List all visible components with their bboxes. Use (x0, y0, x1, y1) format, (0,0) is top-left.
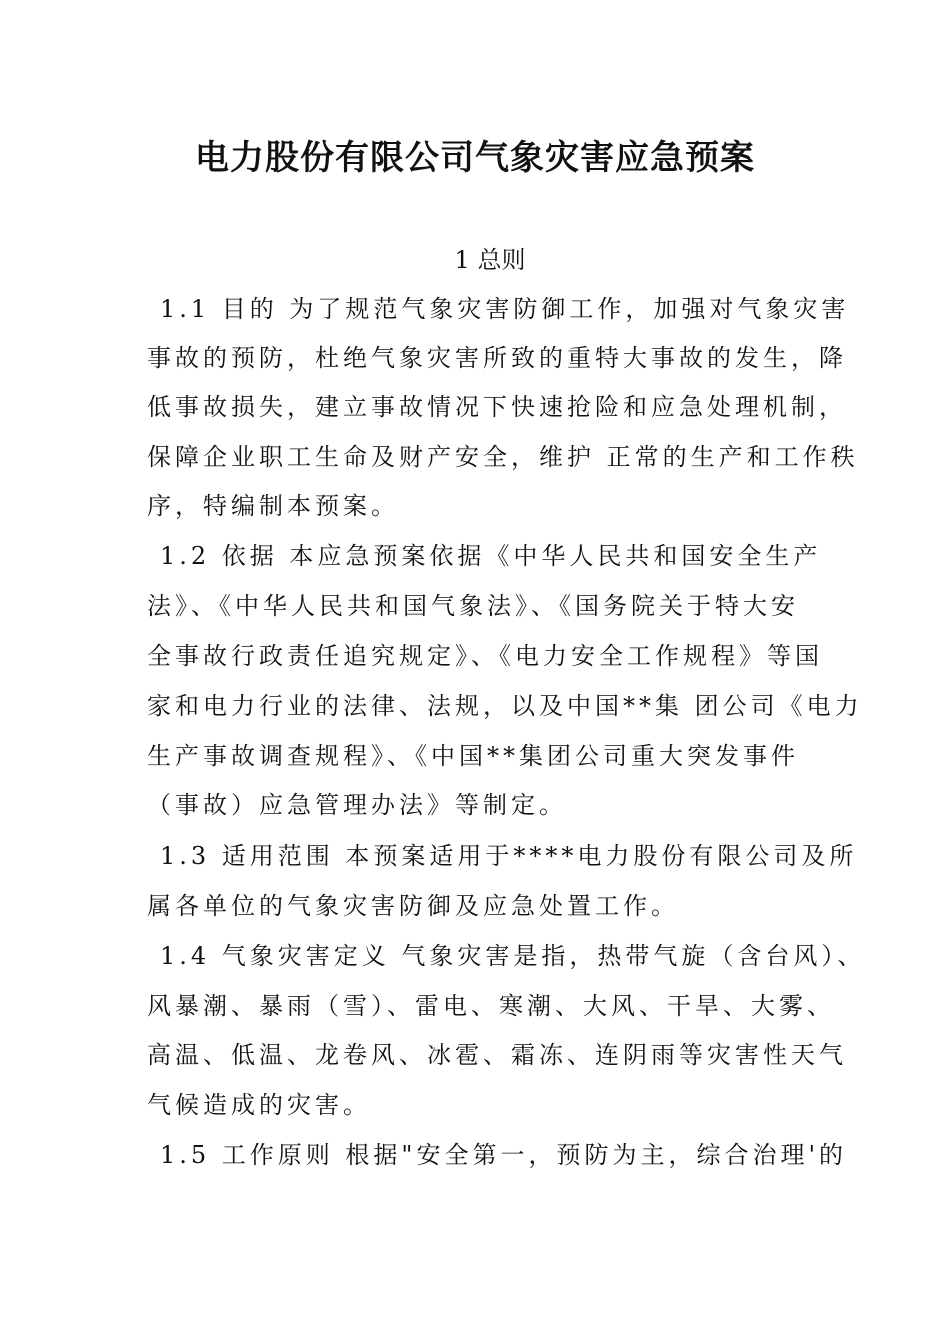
paragraph-line: 1.2 依据 本应急预案依据《中华人民共和国安全生产 (160, 542, 822, 570)
paragraph-line: 1.1 目的 为了规范气象灾害防御工作，加强对气象灾害 (160, 295, 850, 323)
document-title: 电力股份有限公司气象灾害应急预案 (195, 138, 755, 178)
section-heading: 1 总则 (454, 246, 526, 274)
paragraph-line: 风暴潮、暴雨（雪）、雷电、寒潮、大风、干旱、大雾、 (147, 992, 835, 1020)
paragraph-line: 高温、低温、龙卷风、冰雹、霜冻、连阴雨等灾害性天气 (147, 1041, 847, 1069)
paragraph-line: 生产事故调查规程》、《中国**集团公司重大突发事件 (147, 742, 799, 770)
paragraph-line: 低事故损失，建立事故情况下快速抢险和应急处理机制， (147, 393, 847, 421)
paragraph-line: 气候造成的灾害。 (147, 1091, 371, 1119)
paragraph-line: 家和电力行业的法律、法规，以及中国**集 团公司《电力 (147, 692, 863, 720)
paragraph-line: 1.5 工作原则 根据"安全第一，预防为主，综合治理'的 (160, 1141, 848, 1169)
paragraph-line: 全事故行政责任追究规定》、《电力安全工作规程》等国 (147, 642, 823, 670)
paragraph-line: 1.3 适用范围 本预案适用于****电力股份有限公司及所 (160, 842, 858, 870)
paragraph-line: 属各单位的气象灾害防御及应急处置工作。 (147, 892, 679, 920)
paragraph-line: 1.4 气象灾害定义 气象灾害是指，热带气旋（含台风）、 (160, 942, 866, 970)
paragraph-line: （事故）应急管理办法》等制定。 (147, 791, 567, 819)
paragraph-line: 事故的预防，杜绝气象灾害所致的重特大事故的发生，降 (147, 344, 847, 372)
paragraph-line: 序，特编制本预案。 (147, 492, 399, 520)
paragraph-line: 法》、《中华人民共和国气象法》、《国务院关于特大安 (147, 592, 799, 620)
paragraph-line: 保障企业职工生命及财产安全，维护 正常的生产和工作秩 (147, 443, 859, 471)
